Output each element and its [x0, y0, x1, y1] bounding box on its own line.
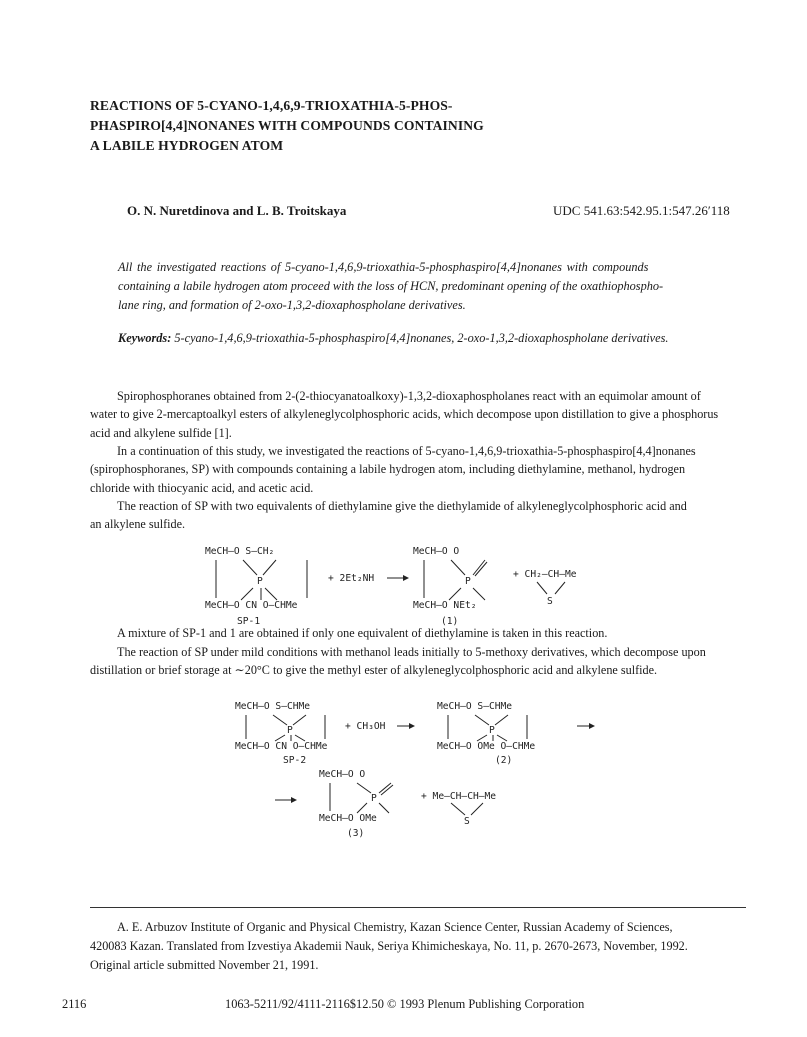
- paragraph-5: [90, 643, 706, 680]
- scheme1-sulfide: + CH₂—CH—Me: [513, 569, 577, 580]
- abstract-line: lane ring, and formation of 2-oxo-1,3,2-dioxaphospholane derivatives.: [118, 298, 466, 312]
- paragraph-2: [90, 442, 696, 497]
- paragraph-line: water to give 2-mercaptoalkyl esters of alkyleneglycolphosphoric acids, which decompose upon distillation to give a phosphorus: [90, 407, 719, 422]
- scheme2-sp-bottom: MeCH—O CN O—CHMe: [235, 741, 328, 752]
- scheme1-sp-phosphorus: P: [257, 576, 263, 587]
- scheme1-sp-top: MeCH—O S—CH₂: [205, 546, 275, 557]
- paragraph-line: acid and alkylene sulfide [1].: [90, 425, 232, 440]
- abstract: [118, 258, 704, 315]
- scheme2-sp-top: MeCH—O S—CHMe: [235, 701, 311, 712]
- reaction-scheme-2: [225, 695, 625, 845]
- keywords-label: Keywords:: [118, 331, 172, 345]
- paragraph-line: chloride with thiocyanic acid, and acetic acid.: [90, 480, 314, 495]
- paragraph-line: (spirophosphoranes, SP) with compounds containing a labile hydrogen atom, including diethylamine, methanol, hydrogen: [90, 462, 686, 477]
- keywords-text: 5-cyano-1,4,6,9-trioxathia-5-phosphaspiro[4,4]nonanes, 2-oxo-1,3,2-dioxaphospholane derivatives.: [171, 331, 669, 345]
- scheme1-product-phosphorus: P: [465, 576, 471, 587]
- scheme2-intermediate-top: MeCH—O S—CHMe: [437, 701, 513, 712]
- paragraph-line: Spirophosphoranes obtained from 2-(2-thiocyanatoalkoxy)-1,3,2-dioxaphospholanes react with an equimolar amount of: [117, 389, 701, 403]
- page-number: 2116: [62, 997, 87, 1011]
- scheme2-sulfide: + Me—CH—CH—Me: [421, 791, 497, 802]
- paragraph-line: distillation or brief storage at ∼20°C to give the methyl ester of alkyleneglycolphosphoric acid and alkylene sulfide.: [90, 663, 658, 678]
- title-line: REACTIONS OF 5-CYANO-1,4,6,9-TRIOXATHIA-5-PHOS-: [90, 98, 453, 113]
- udc-code: UDC 541.63:542.95.1:547.26′118: [553, 203, 730, 218]
- footnote-line: 420083 Kazan. Translated from Izvestiya Akademii Nauk, Seriya Khimicheskaya, No. 11, p. 2670-2673, November, 1992.: [90, 939, 688, 953]
- footnote-line: Original article submitted November 21, 1991.: [90, 958, 319, 972]
- scheme2-intermediate-bottom: MeCH—O OMe O—CHMe: [437, 741, 536, 752]
- scheme1-sp-label: SP-1: [237, 616, 261, 627]
- scheme2-sulfide-s: S: [464, 816, 470, 827]
- scheme2-product-top: MeCH—O O: [319, 769, 366, 780]
- scheme2-sp-phosphorus: P: [287, 725, 293, 736]
- paragraph-1: [90, 387, 718, 442]
- scheme1-product-top: MeCH—O O: [413, 546, 460, 557]
- footnote: [90, 918, 746, 975]
- scheme2-intermediate-label: (2): [495, 755, 513, 766]
- scheme2-sp-label: SP-2: [283, 755, 307, 766]
- scheme2-product-phosphorus: P: [371, 793, 377, 804]
- keywords: [118, 331, 668, 346]
- authors: O. N. Nuretdinova and L. B. Troitskaya: [127, 203, 347, 218]
- scheme1-sulfide-s: S: [547, 596, 553, 607]
- paragraph-line: The reaction of SP with two equivalents of diethylamine give the diethylamide of alkyleneglycolphosphoric acid and: [117, 499, 687, 513]
- footnote-divider: [90, 907, 746, 908]
- scheme1-sp-bottom: MeCH—O CN O—CHMe: [205, 600, 298, 611]
- paragraph-line: an alkylene sulfide.: [90, 517, 186, 532]
- copyright-line: 1063-5211/92/4111-2116$12.50 © 1993 Plenum Publishing Corporation: [225, 997, 585, 1011]
- scheme1-product-label: (1): [441, 616, 459, 627]
- scheme2-reagent: + CH₃OH: [345, 721, 386, 732]
- title-line: PHASPIRO[4,4]NONANES WITH COMPOUNDS CONTAINING: [90, 118, 484, 133]
- scheme2-product-bottom: MeCH—O OMe: [319, 813, 377, 824]
- scheme2-intermediate-phosphorus: P: [489, 725, 495, 736]
- footnote-line: A. E. Arbuzov Institute of Organic and Physical Chemistry, Kazan Science Center, Russian Academy of Sciences,: [117, 920, 673, 934]
- paragraph-line: In a continuation of this study, we investigated the reactions of 5-cyano-1,4,6,9-trioxathia-5-phosphaspiro[4,4]nonanes: [117, 444, 696, 458]
- scheme1-reagent: + 2Et₂NH: [328, 573, 375, 584]
- scheme2-product-label: (3): [347, 828, 365, 839]
- scheme1-product-bottom: MeCH—O NEt₂: [413, 600, 477, 611]
- abstract-line: All the investigated reactions of 5-cyano-1,4,6,9-trioxathia-5-phosphaspiro[4,4]nonanes with compounds: [118, 260, 649, 274]
- paragraph-line: A mixture of SP-1 and 1 are obtained if only one equivalent of diethylamine is taken in this reaction.: [117, 626, 608, 640]
- abstract-line: containing a labile hydrogen atom proceed with the loss of HCN, predominant opening of the oxathiophospho-: [118, 279, 664, 293]
- title-line: A LABILE HYDROGEN ATOM: [90, 138, 284, 153]
- paragraph-line: The reaction of SP under mild conditions with methanol leads initially to 5-methoxy derivatives, which decompose upon: [117, 645, 706, 659]
- paragraph-3: [90, 497, 687, 534]
- paragraph-4: [90, 624, 607, 642]
- article-title: [90, 96, 730, 156]
